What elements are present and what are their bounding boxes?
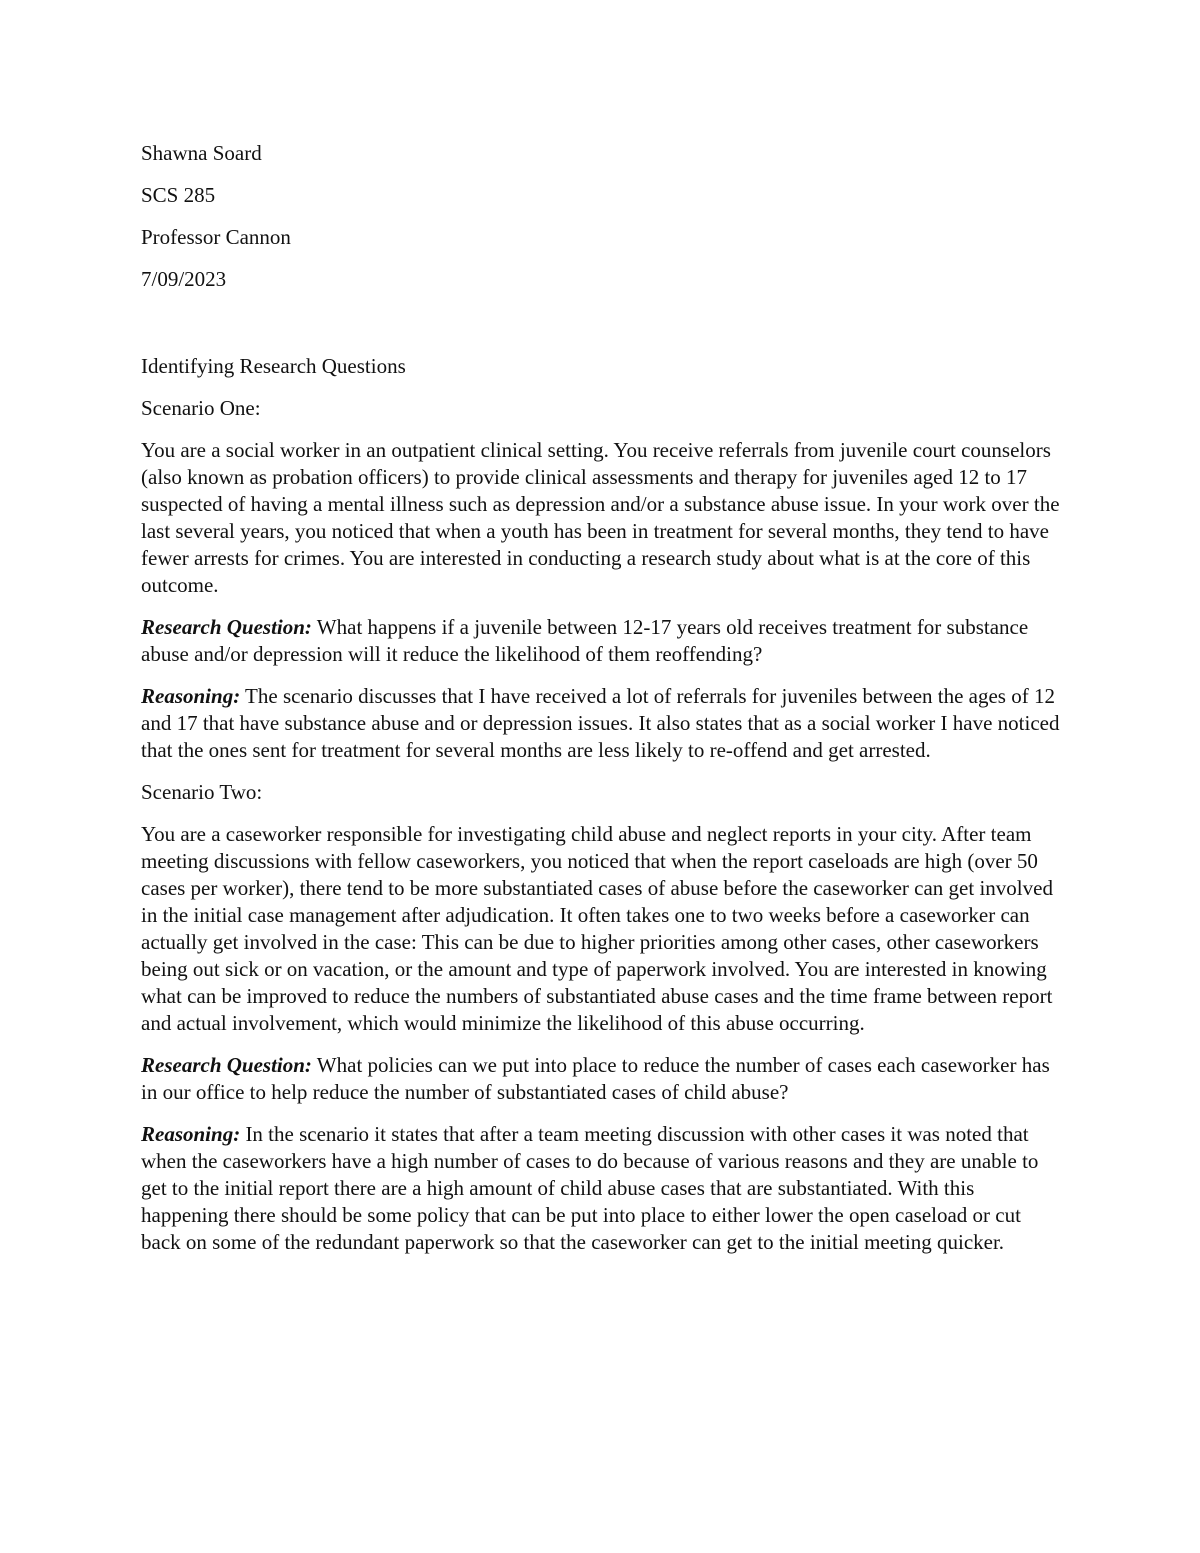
scenario-one-research-question <box>141 614 1061 668</box>
course-code: SCS 285 <box>141 183 216 207</box>
document-title: Identifying Research Questions <box>141 354 406 378</box>
scenario-two-text: You are a caseworker responsible for investigating child abuse and neglect reports in your city. After team meeting discussions with fellow caseworkers, you noticed that when the report caseloads are high (over 50 cases per worker), there tend to be more substantiated cases of abuse before the caseworker can get involved in the initial case management after adjudication. It often takes one to two weeks before a caseworker can actually get involved in the case: This can be due to higher priorities among other cases, other caseworkers being out sick or on vacation, or the amount and type of paperwork involved. You are interested in knowing what can be improved to reduce the numbers of substantiated abuse cases and the time frame between report and actual involvement, which would minimize the likelihood of this abuse occurring. <box>141 822 1053 1035</box>
professor-name: Professor Cannon <box>141 225 291 249</box>
research-question-text: What happens if a juvenile between 12-17 years old receives treatment for substance abuse and/or depression will it reduce the likelihood of them reoffending? <box>141 615 1029 666</box>
scenario-one-text: You are a social worker in an outpatient clinical setting. You receive referrals from juvenile court counselors (also known as probation officers) to provide clinical assessments and therapy for juveniles aged 12 to 17 suspected of having a mental illness such as depression and/or a substance abuse issue. In your work over the last several years, you noticed that when a youth has been in treatment for several months, they tend to have fewer arrests for crimes. You are interested in conducting a research study about what is at the core of this outcome. <box>141 438 1060 597</box>
scenario-two-research-question <box>141 1052 1061 1106</box>
research-question-label: Research Question: <box>141 1053 312 1077</box>
research-question-label: Research Question: <box>141 615 312 639</box>
document-page <box>141 140 1061 1271</box>
document-date: 7/09/2023 <box>141 267 227 291</box>
reasoning-label: Reasoning: <box>141 684 241 708</box>
student-name: Shawna Soard <box>141 141 262 165</box>
scenario-one-reasoning <box>141 683 1061 764</box>
reasoning-text: The scenario discusses that I have received a lot of referrals for juveniles between the ages of 12 and 17 that have substance abuse and or depression issues. It also states that as a social worker I have noticed that the ones sent for treatment for several months are less likely to re-offend and get arrested. <box>141 684 1060 762</box>
research-question-text: What policies can we put into place to reduce the number of cases each caseworker has in our office to help reduce the number of substantiated cases of child abuse? <box>141 1053 1050 1104</box>
scenario-two-label: Scenario Two: <box>141 780 263 804</box>
reasoning-text: In the scenario it states that after a team meeting discussion with other cases it was noted that when the caseworkers have a high number of cases to do because of various reasons and they are unable to get to the initial report there are a high amount of child abuse cases that are substantiated. With this happening there should be some policy that can be put into place to either lower the open caseload or cut back on some of the redundant paperwork so that the caseworker can get to the initial meeting quicker. <box>141 1122 1039 1254</box>
scenario-one-label: Scenario One: <box>141 396 261 420</box>
scenario-two-reasoning <box>141 1121 1061 1256</box>
reasoning-label: Reasoning: <box>141 1122 241 1146</box>
